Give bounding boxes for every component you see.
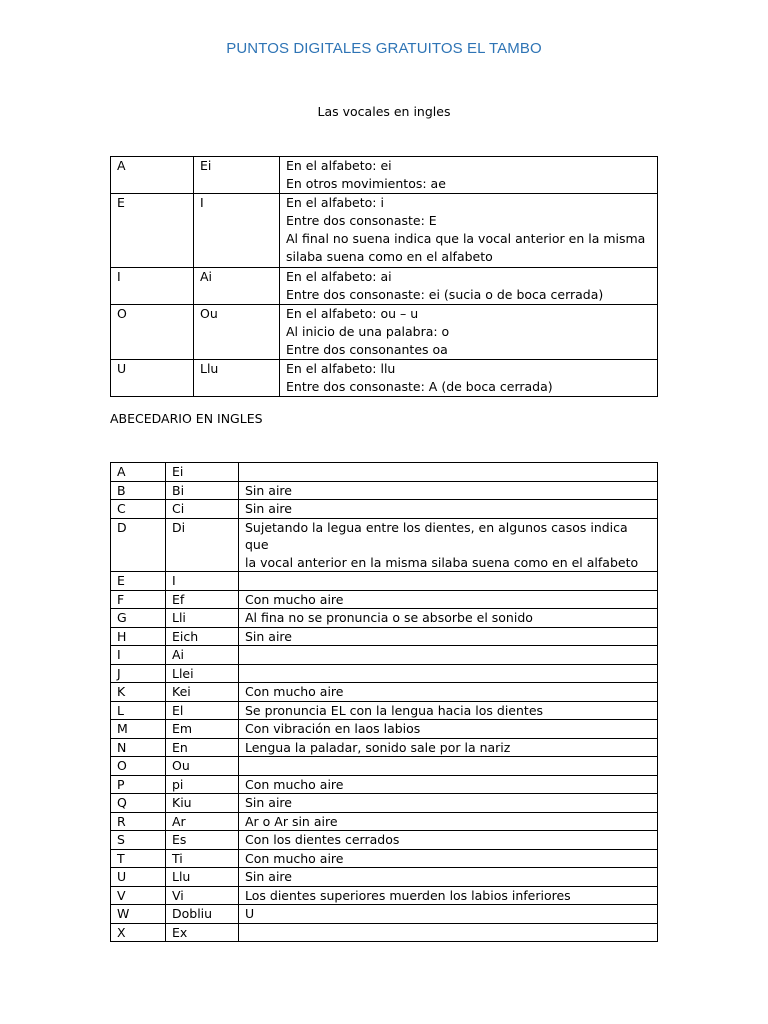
letter-cell: G <box>111 609 166 628</box>
letter-cell: S <box>111 831 166 850</box>
alphabet-row <box>111 609 658 628</box>
notes-cell <box>280 304 658 359</box>
notes-cell <box>239 794 658 813</box>
notes-cell <box>239 609 658 628</box>
notes-cell <box>239 518 658 572</box>
notes-cell <box>239 590 658 609</box>
note-line: Sin aire <box>245 501 292 516</box>
letter-cell: L <box>111 701 166 720</box>
sound-cell: Ei <box>194 157 280 194</box>
alphabet-row <box>111 794 658 813</box>
alphabet-row <box>111 701 658 720</box>
note-line: Entre dos consonaste: A (de boca cerrada) <box>286 379 553 395</box>
notes-cell <box>239 812 658 831</box>
letter-cell: R <box>111 812 166 831</box>
sound-cell: Ai <box>194 267 280 304</box>
alphabet-row <box>111 463 658 482</box>
alphabet-row <box>111 683 658 702</box>
alphabet-row <box>111 905 658 924</box>
notes-cell <box>239 757 658 776</box>
notes-cell <box>239 738 658 757</box>
sound-cell: Vi <box>166 886 239 905</box>
sound-cell: El <box>166 701 239 720</box>
sound-cell: Ex <box>166 923 239 942</box>
note-line: U <box>245 906 255 921</box>
letter-cell: A <box>111 157 194 194</box>
letter-cell: I <box>111 646 166 665</box>
note-line: la vocal anterior en la misma silaba suena como en el alfabeto <box>245 554 639 570</box>
note-line: Los dientes superiores muerden los labios inferiores <box>245 887 571 903</box>
note-line: Con mucho aire <box>245 591 344 607</box>
sound-cell: Ti <box>166 849 239 868</box>
notes-cell <box>239 905 658 924</box>
sound-cell: Dobliu <box>166 905 239 924</box>
note-line: Entre dos consonaste: E <box>286 213 437 229</box>
letter-cell: F <box>111 590 166 609</box>
sound-cell: Di <box>166 518 239 572</box>
sound-cell: Ci <box>166 500 239 519</box>
alphabet-row <box>111 646 658 665</box>
sound-cell: I <box>194 194 280 267</box>
sound-cell: Bi <box>166 481 239 500</box>
alphabet-row <box>111 849 658 868</box>
note-line: Con mucho aire <box>245 684 344 699</box>
note-line: En el alfabeto: ai <box>286 268 392 284</box>
note-line: Ar o Ar sin aire <box>245 813 338 829</box>
note-line: Al inicio de una palabra: o <box>286 323 450 339</box>
note-line: silaba suena como en el alfabeto <box>286 249 493 265</box>
vowels-table <box>110 156 658 397</box>
letter-cell: K <box>111 683 166 702</box>
sound-cell: Ar <box>166 812 239 831</box>
alphabet-row <box>111 627 658 646</box>
sound-cell: pi <box>166 775 239 794</box>
sound-cell: Llei <box>166 664 239 683</box>
note-line: Entre dos consonantes oa <box>286 341 448 357</box>
note-line: Con mucho aire <box>245 776 344 792</box>
notes-cell <box>239 500 658 519</box>
alphabet-row <box>111 757 658 776</box>
sound-cell: Ou <box>194 304 280 359</box>
letter-cell: B <box>111 481 166 500</box>
notes-cell <box>239 775 658 794</box>
alphabet-row <box>111 481 658 500</box>
note-line: En el alfabeto: llu <box>286 361 396 377</box>
letter-cell: O <box>111 757 166 776</box>
alphabet-row <box>111 664 658 683</box>
letter-cell: E <box>111 194 194 267</box>
alphabet-row <box>111 923 658 942</box>
letter-cell: U <box>111 360 194 397</box>
alphabet-row <box>111 886 658 905</box>
note-line: En el alfabeto: ei <box>286 158 392 173</box>
notes-cell <box>239 849 658 868</box>
alphabet-row <box>111 720 658 739</box>
note-line: Sin aire <box>245 869 292 884</box>
sound-cell: I <box>166 572 239 591</box>
letter-cell: P <box>111 775 166 794</box>
note-line: Sin aire <box>245 628 292 644</box>
note-line: En el alfabeto: i <box>286 195 384 211</box>
letter-cell: U <box>111 868 166 887</box>
vowel-row <box>111 360 658 397</box>
sound-cell: Ai <box>166 646 239 665</box>
sound-cell: Kei <box>166 683 239 702</box>
notes-cell <box>239 572 658 591</box>
sound-cell: Es <box>166 831 239 850</box>
alphabet-heading: ABECEDARIO EN INGLES <box>110 411 263 426</box>
notes-cell <box>239 463 658 482</box>
note-line: Al final no suena indica que la vocal anterior en la misma <box>286 231 646 247</box>
notes-cell <box>239 627 658 646</box>
letter-cell: D <box>111 518 166 572</box>
notes-cell <box>239 481 658 500</box>
sound-cell: Lli <box>166 609 239 628</box>
letter-cell: V <box>111 886 166 905</box>
letter-cell: E <box>111 572 166 591</box>
note-line: Se pronuncia EL con la lengua hacia los dientes <box>245 702 544 718</box>
notes-cell <box>239 701 658 720</box>
page-header: PUNTOS DIGITALES GRATUITOS EL TAMBO <box>226 40 542 57</box>
notes-cell <box>239 646 658 665</box>
notes-cell <box>239 923 658 942</box>
notes-cell <box>280 267 658 304</box>
sound-cell: Ef <box>166 590 239 609</box>
alphabet-row <box>111 831 658 850</box>
sound-cell: Kiu <box>166 794 239 813</box>
alphabet-row <box>111 500 658 519</box>
notes-cell <box>239 664 658 683</box>
letter-cell: O <box>111 304 194 359</box>
letter-cell: C <box>111 500 166 519</box>
letter-cell: N <box>111 738 166 757</box>
sound-cell: Ei <box>166 463 239 482</box>
notes-cell <box>280 194 658 267</box>
letter-cell: W <box>111 905 166 924</box>
alphabet-row <box>111 775 658 794</box>
alphabet-row <box>111 572 658 591</box>
note-line: En otros movimientos: ae <box>286 176 446 192</box>
note-line: Al fina no se pronuncia o se absorbe el sonido <box>245 610 533 625</box>
alphabet-row <box>111 738 658 757</box>
letter-cell: A <box>111 463 166 482</box>
alphabet-row <box>111 590 658 609</box>
note-line: Entre dos consonaste: ei (sucia o de boca cerrada) <box>286 286 604 302</box>
notes-cell <box>280 360 658 397</box>
alphabet-table <box>110 462 658 942</box>
letter-cell: H <box>111 627 166 646</box>
vowel-row <box>111 157 658 194</box>
vowel-row <box>111 267 658 304</box>
letter-cell: X <box>111 923 166 942</box>
notes-cell <box>239 683 658 702</box>
note-line: Con los dientes cerrados <box>245 832 400 847</box>
sound-cell: Eich <box>166 627 239 646</box>
alphabet-row <box>111 518 658 572</box>
alphabet-row <box>111 868 658 887</box>
note-line: En el alfabeto: ou – u <box>286 305 419 321</box>
notes-cell <box>239 720 658 739</box>
letter-cell: J <box>111 664 166 683</box>
alphabet-row <box>111 812 658 831</box>
vowels-title: Las vocales en ingles <box>317 104 451 119</box>
note-line: Lengua la paladar, sonido sale por la nariz <box>245 739 511 755</box>
note-line: Con mucho aire <box>245 850 344 866</box>
letter-cell: Q <box>111 794 166 813</box>
notes-cell <box>239 868 658 887</box>
notes-cell <box>239 831 658 850</box>
notes-cell <box>239 886 658 905</box>
note-line: Sin aire <box>245 482 292 498</box>
sound-cell: Llu <box>194 360 280 397</box>
letter-cell: M <box>111 720 166 739</box>
vowel-row <box>111 304 658 359</box>
sound-cell: En <box>166 738 239 757</box>
vowel-row <box>111 194 658 267</box>
sound-cell: Ou <box>166 757 239 776</box>
letter-cell: T <box>111 849 166 868</box>
sound-cell: Llu <box>166 868 239 887</box>
sound-cell: Em <box>166 720 239 739</box>
note-line: Con vibración en laos labios <box>245 721 421 736</box>
note-line: Sin aire <box>245 795 292 810</box>
notes-cell <box>280 157 658 194</box>
letter-cell: I <box>111 267 194 304</box>
note-line: Sujetando la legua entre los dientes, en algunos casos indica que <box>245 519 628 552</box>
